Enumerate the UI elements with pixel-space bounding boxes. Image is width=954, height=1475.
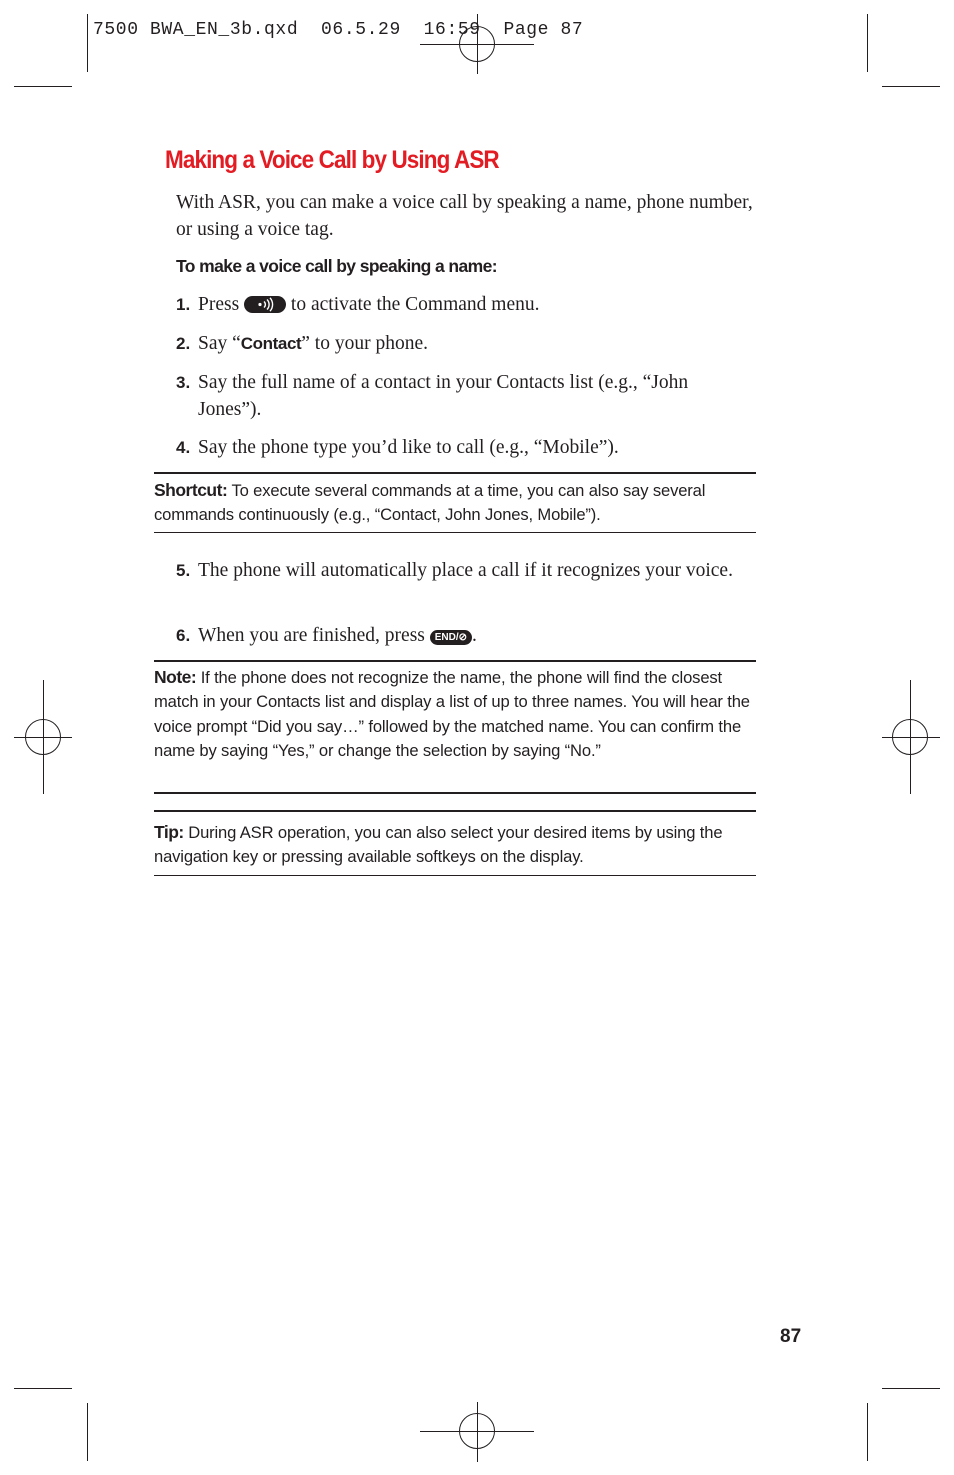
procedure-subhead: To make a voice call by speaking a name:	[176, 256, 497, 276]
step-text: Say the phone type you’d like to call (e.g., “Mobile”).	[198, 437, 619, 458]
tip-label: Tip:	[154, 822, 184, 842]
shortcut-bottom-rule	[154, 532, 756, 533]
step-1	[176, 291, 756, 318]
shortcut-text: To execute several commands at a time, you can also say several commands continuously (e.g., “Contact, John Jones, Mobile”).	[154, 481, 706, 525]
note-bottom-rule	[154, 792, 756, 794]
step-number: 1.	[176, 295, 191, 314]
step-3	[176, 369, 756, 423]
note-top-rule	[154, 660, 756, 662]
step-text: When you are finished, press	[198, 625, 425, 646]
file-info-header: 7500 BWA_EN_3b.qxd 06.5.29 16:59 Page 87	[93, 20, 584, 40]
note-box	[154, 665, 756, 764]
shortcut-box	[154, 478, 756, 528]
command-word: Contact	[240, 334, 302, 353]
step-text: Press	[198, 294, 240, 315]
intro-paragraph: With ASR, you can make a voice call by speaking a name, phone number, or using a voice tag.	[176, 192, 753, 240]
tip-box	[154, 820, 756, 870]
tip-bottom-rule	[154, 875, 756, 876]
talk-key-icon	[244, 296, 286, 313]
step-number: 5.	[176, 561, 191, 580]
section-title: Making a Voice Call by Using ASR	[165, 146, 499, 174]
end-key-icon: END/⊘	[430, 630, 472, 645]
step-number: 4.	[176, 438, 191, 457]
step-2	[176, 330, 756, 357]
step-6	[176, 622, 756, 649]
step-number: 2.	[176, 334, 191, 353]
step-text: ” to your phone.	[301, 333, 428, 354]
step-text: to activate the Command menu.	[290, 294, 540, 315]
page-number: 87	[780, 1326, 802, 1347]
step-number: 6.	[176, 626, 191, 645]
step-text: Say the full name of a contact in your Contacts list (e.g., “John Jones”).	[198, 372, 689, 420]
tip-top-rule	[154, 810, 756, 812]
step-text: .	[472, 625, 477, 646]
shortcut-label: Shortcut:	[154, 480, 228, 500]
step-text: The phone will automatically place a call if it recognizes your voice.	[198, 560, 733, 581]
note-text: If the phone does not recognize the name, the phone will find the closest match in your Contacts list and display a list of up to three names. You will hear the voice prompt “Did you say…” followed by the matched name. You can confirm the name by saying “Yes,” or change the selection by saying “No.”	[154, 668, 750, 761]
step-5	[176, 557, 756, 584]
note-label: Note:	[154, 667, 197, 687]
shortcut-top-rule	[154, 472, 756, 474]
step-text: Say “	[198, 333, 241, 354]
tip-text: During ASR operation, you can also select your desired items by using the navigation key or pressing available softkeys on the display.	[154, 823, 723, 867]
step-number: 3.	[176, 373, 191, 392]
step-4	[176, 434, 756, 461]
